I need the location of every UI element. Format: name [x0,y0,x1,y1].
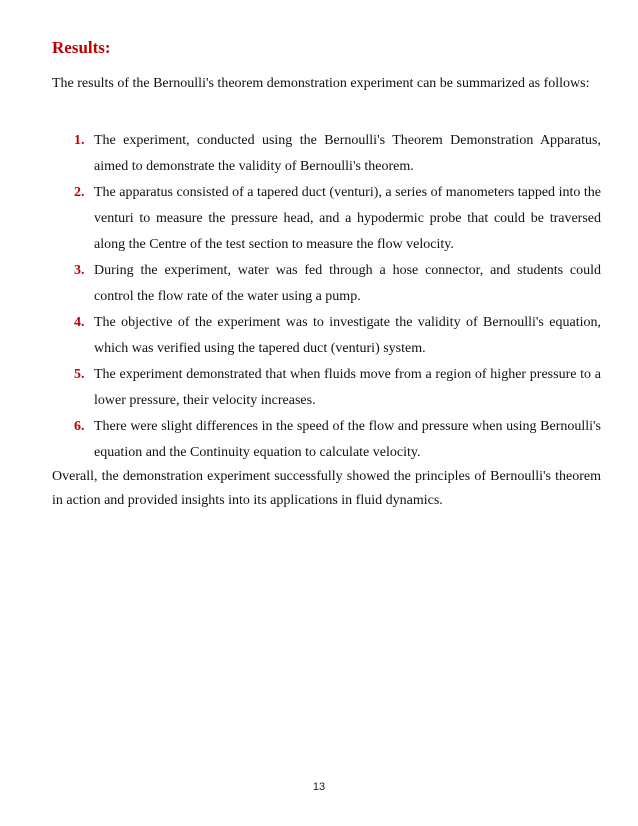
results-list [52,128,601,466]
list-item-number: 1. [74,133,85,148]
intro-paragraph: The results of the Bernoulli's theorem demonstration experiment can be summarized as follows: [52,76,590,91]
list-item-number: 6. [74,419,85,434]
list-item [52,362,601,414]
list-item [52,258,601,310]
list-item-text: The apparatus consisted of a tapered duct (venturi), a series of manometers tapped into the venturi to measure the pressure head, and a hypodermic probe that could be traversed along the Centre of the test section to measure the flow velocity. [94,185,601,252]
list-item-number: 2. [74,185,85,200]
page-number: 13 [312,781,326,793]
list-item-text: The experiment, conducted using the Bernoulli's Theorem Demonstration Apparatus, aimed to demonstrate the validity of Bernoulli's theorem. [94,133,601,174]
list-item [52,414,601,466]
list-item-text: The objective of the experiment was to investigate the validity of Bernoulli's equation, which was verified using the tapered duct (venturi) system. [94,315,601,356]
list-item-text: There were slight differences in the speed of the flow and pressure when using Bernoulli's equation and the Continuity equation to calculate velocity. [94,419,601,460]
list-item-number: 3. [74,263,85,278]
list-item [52,310,601,362]
list-item-number: 4. [74,315,85,330]
conclusion-paragraph: Overall, the demonstration experiment successfully showed the principles of Bernoulli's theorem in action and provided insights into its applications in fluid dynamics. [52,469,601,508]
section-heading: Results: [52,38,111,57]
list-item [52,180,601,258]
list-item-text: The experiment demonstrated that when fluids move from a region of higher pressure to a lower pressure, their velocity increases. [94,367,601,408]
list-item-number: 5. [74,367,85,382]
list-item [52,128,601,180]
list-item-text: During the experiment, water was fed through a hose connector, and students could control the flow rate of the water using a pump. [94,263,601,304]
